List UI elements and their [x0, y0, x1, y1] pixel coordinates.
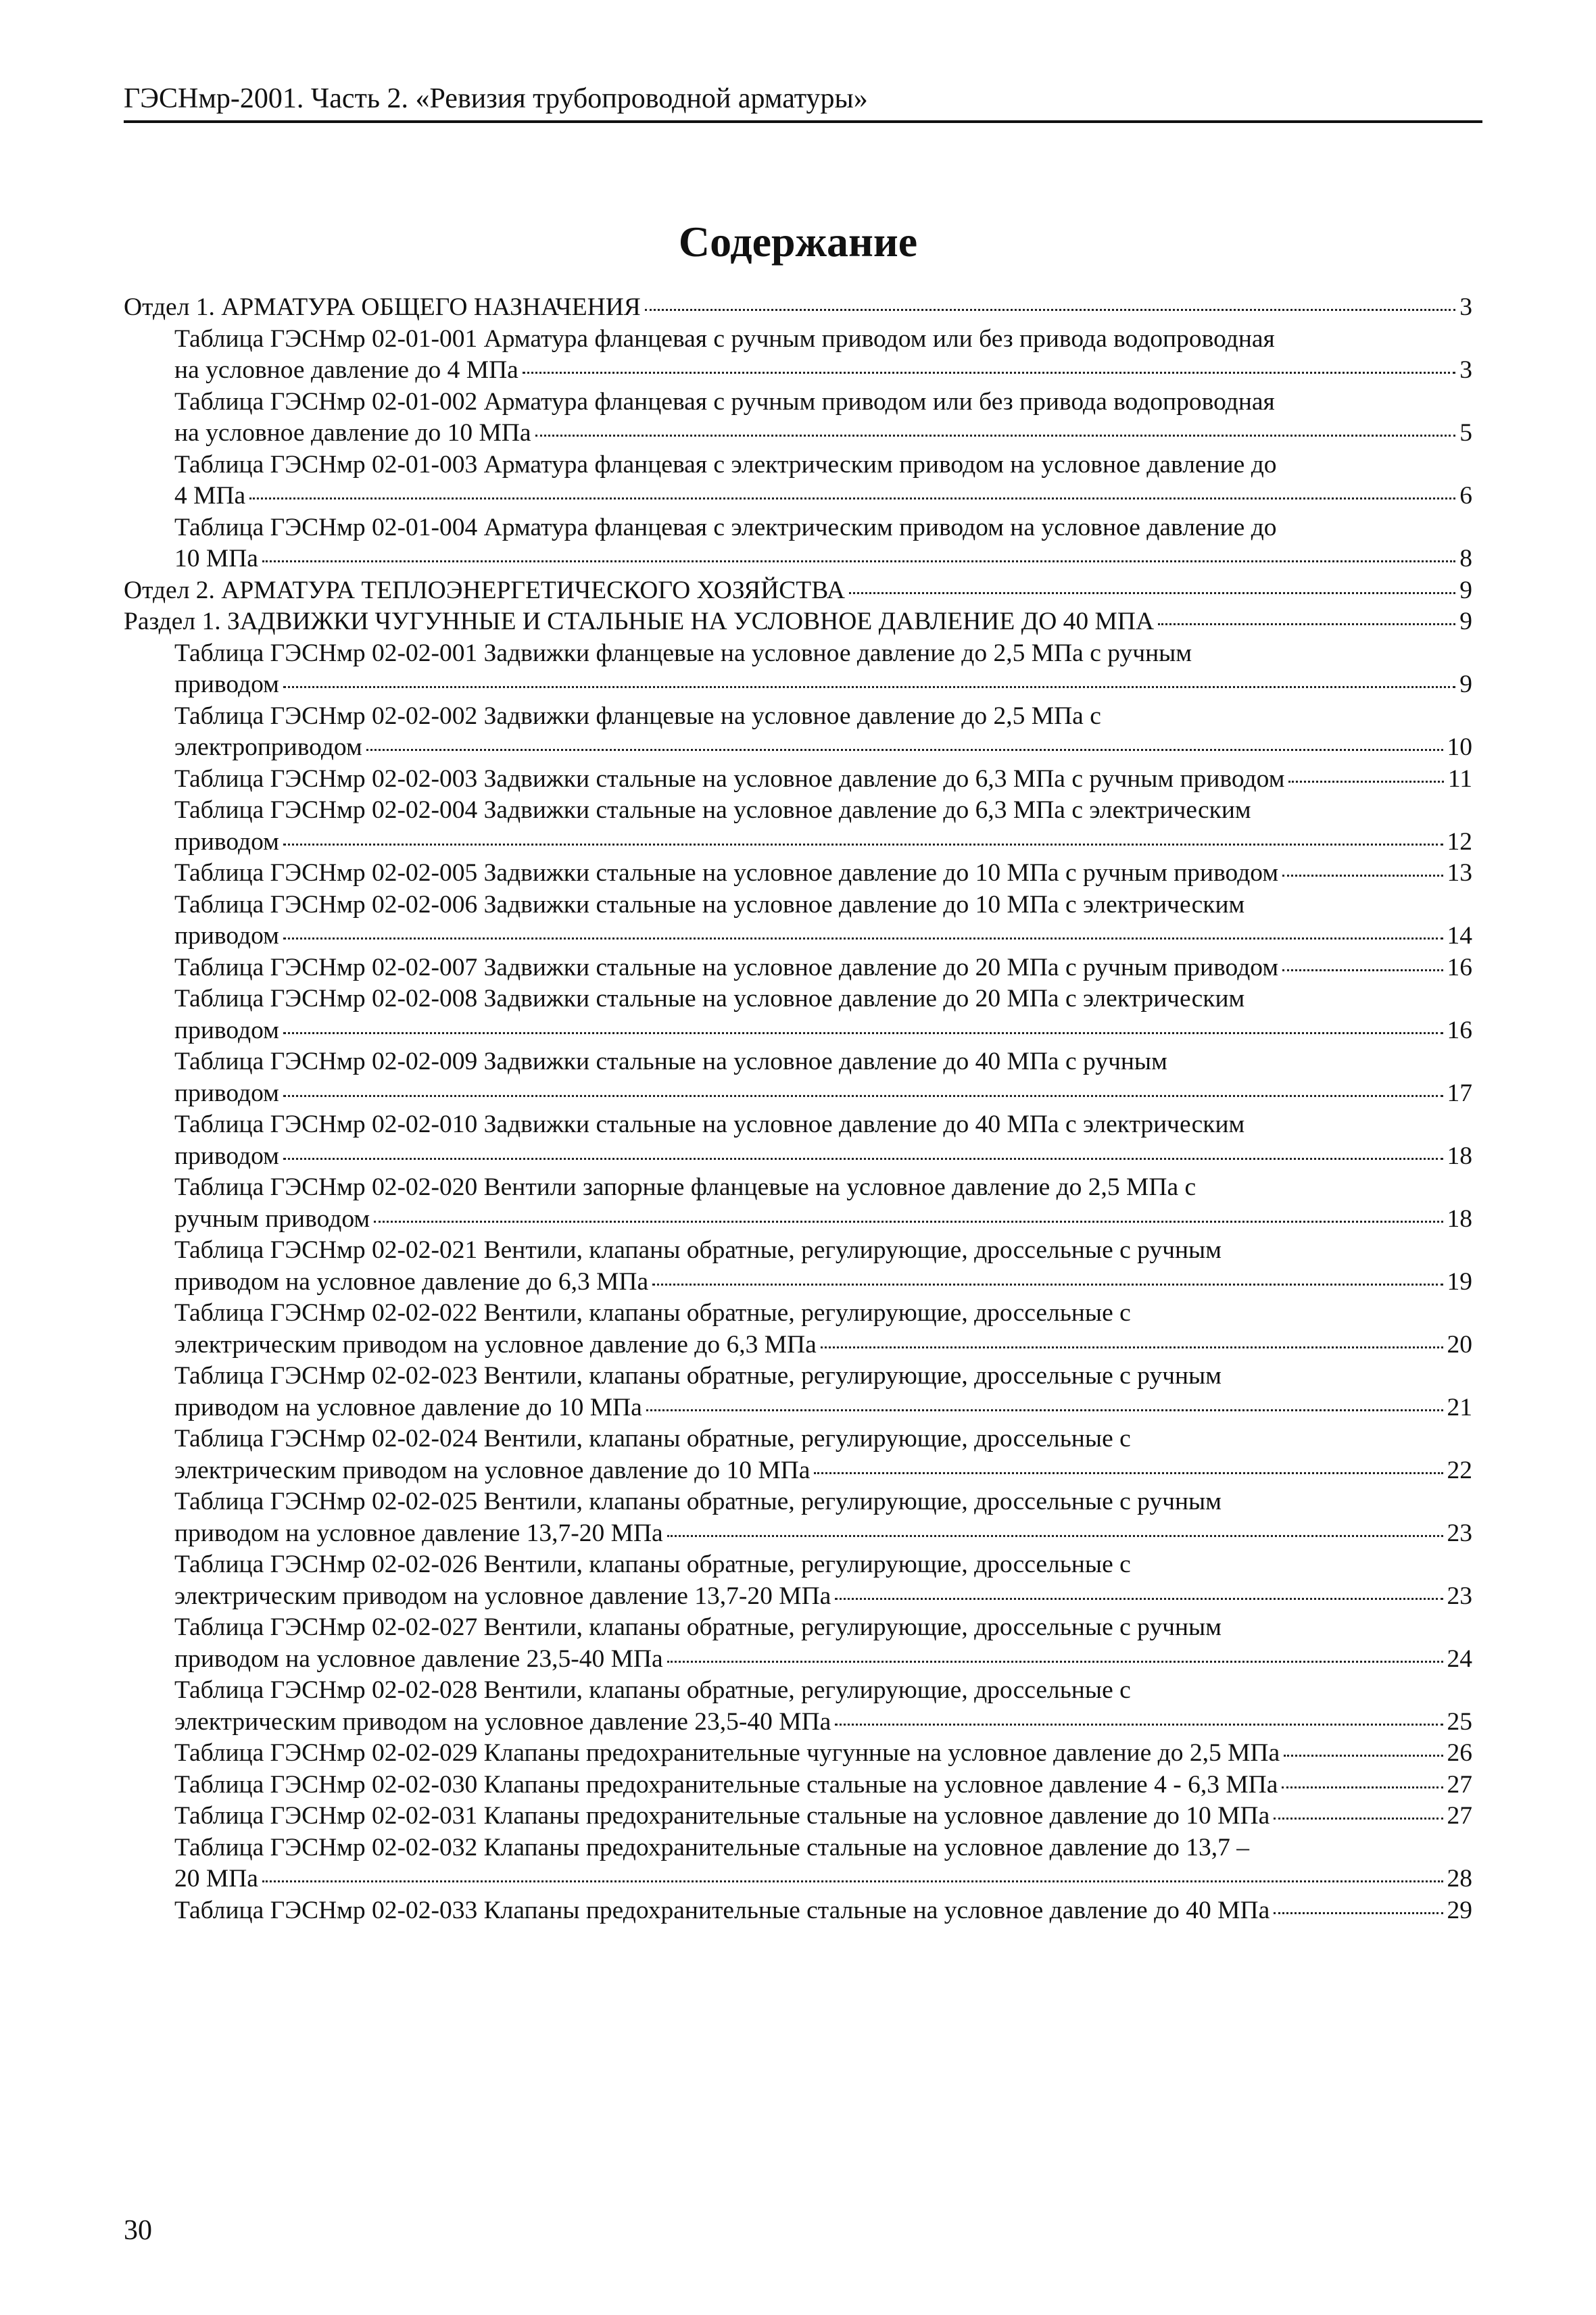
toc-entry-section[interactable] — [124, 575, 1472, 607]
toc-entry-line — [174, 732, 1472, 764]
dot-leader — [283, 686, 1455, 688]
toc-page-number: 3 — [1459, 293, 1472, 321]
toc-entry-table[interactable] — [124, 449, 1472, 512]
toc-entry-text: приводом — [174, 1142, 279, 1170]
dot-leader — [1274, 1818, 1443, 1820]
dot-leader — [283, 937, 1443, 940]
toc-entry-table[interactable] — [124, 1298, 1472, 1361]
toc-entry-table[interactable] — [124, 1046, 1472, 1109]
toc-entry-text: 4 МПа — [174, 482, 246, 510]
toc-entry-table[interactable] — [124, 952, 1472, 984]
toc-entry-line — [174, 418, 1472, 449]
dot-leader — [249, 497, 1455, 499]
toc-entry-line — [124, 575, 1472, 607]
toc-entry-text: Таблица ГЭСНмр 02-02-033 Клапаны предохранительные стальные на условное давление до 40 МПа — [174, 1896, 1270, 1924]
toc-entry-table[interactable] — [124, 1895, 1472, 1927]
toc-entry-table[interactable] — [124, 324, 1472, 387]
dot-leader — [814, 1472, 1443, 1474]
toc-entry-line — [174, 481, 1472, 512]
toc-entry-line — [174, 669, 1472, 701]
toc-entry-text: приводом на условное давление до 10 МПа — [174, 1393, 642, 1421]
toc-entry-table[interactable] — [124, 983, 1472, 1046]
dot-leader — [1274, 1912, 1443, 1914]
dot-leader — [262, 560, 1455, 562]
toc-entry-text: Таблица ГЭСНмр 02-02-027 Вентили, клапаны обратные, регулирующие, дроссельные с ручным — [174, 1613, 1222, 1641]
toc-entry-table[interactable] — [124, 1612, 1472, 1675]
dot-leader — [835, 1724, 1443, 1726]
toc-page-number: 12 — [1447, 827, 1472, 856]
toc-entry-text: Таблица ГЭСНмр 02-02-023 Вентили, клапаны обратные, регулирующие, дроссельные с ручным — [174, 1362, 1222, 1390]
toc-entry-text: Таблица ГЭСНмр 02-02-001 Задвижки фланцевые на условное давление до 2,5 МПа с ручным — [174, 639, 1192, 667]
toc-page-number: 21 — [1447, 1393, 1472, 1421]
toc-entry-text: Таблица ГЭСНмр 02-02-030 Клапаны предохранительные стальные на условное давление 4 - 6,3 МПа — [174, 1770, 1278, 1799]
toc-page-number: 18 — [1447, 1204, 1472, 1233]
toc-entry-text: Таблица ГЭСНмр 02-02-006 Задвижки стальные на условное давление до 10 МПа с электрическим — [174, 890, 1245, 919]
toc-entry-text: приводом на условное давление 13,7-20 МПа — [174, 1519, 663, 1547]
toc-entry-line — [124, 606, 1472, 638]
toc-entry-text: Таблица ГЭСНмр 02-01-004 Арматура фланцевая с электрическим приводом на условное давление до — [174, 513, 1277, 541]
toc-entry-table[interactable] — [124, 1675, 1472, 1738]
toc-entry-table[interactable] — [124, 1801, 1472, 1832]
toc-entry-text: Таблица ГЭСНмр 02-02-031 Клапаны предохранительные стальные на условное давление до 10 МПа — [174, 1802, 1270, 1830]
toc-entry-table[interactable] — [124, 1770, 1472, 1801]
toc-page-number: 27 — [1447, 1770, 1472, 1799]
toc-entry-table[interactable] — [124, 890, 1472, 952]
toc-page-number: 29 — [1447, 1896, 1472, 1924]
toc-entry-text: Таблица ГЭСНмр 02-01-003 Арматура фланцевая с электрическим приводом на условное давление до — [174, 450, 1277, 479]
toc-entry-line — [174, 1392, 1472, 1424]
dot-leader — [283, 844, 1443, 846]
toc-entry-line — [174, 858, 1472, 890]
toc-entry-text: Таблица ГЭСНмр 02-02-002 Задвижки фланцевые на условное давление до 2,5 МПа с — [174, 702, 1101, 730]
toc-page-number: 19 — [1447, 1267, 1472, 1296]
dot-leader — [1284, 1755, 1443, 1757]
toc-entry-table[interactable] — [124, 1109, 1472, 1172]
dot-leader — [283, 1095, 1443, 1097]
toc-entry-text: электрическим приводом на условное давление 23,5-40 МПа — [174, 1707, 831, 1736]
toc-page-number: 18 — [1447, 1142, 1472, 1170]
dot-leader — [645, 309, 1455, 311]
toc-page-number: 20 — [1447, 1330, 1472, 1359]
toc-entry-table[interactable] — [124, 795, 1472, 858]
toc-entry-text: Таблица ГЭСНмр 02-02-008 Задвижки стальные на условное давление до 20 МПа с электрическим — [174, 985, 1245, 1013]
toc-page-number: 24 — [1447, 1644, 1472, 1673]
toc-entry-text: приводом — [174, 827, 279, 856]
toc-entry-text: Таблица ГЭСНмр 02-02-026 Вентили, клапаны обратные, регулирующие, дроссельные с — [174, 1551, 1131, 1578]
toc-entry-line — [174, 921, 1472, 952]
toc-entry-text: Таблица ГЭСНмр 02-02-020 Вентили запорные фланцевые на условное давление до 2,5 МПа с — [174, 1173, 1196, 1201]
toc-entry-line — [174, 1895, 1472, 1927]
toc-entry-text: приводом на условное давление 23,5-40 МПа — [174, 1644, 663, 1673]
toc-entry-section[interactable] — [124, 606, 1472, 638]
toc-page-number: 16 — [1447, 1016, 1472, 1044]
dot-leader — [283, 1158, 1443, 1160]
toc-entry-table[interactable] — [124, 1486, 1472, 1549]
toc-entry-line — [174, 1330, 1472, 1361]
dot-leader — [667, 1535, 1443, 1537]
toc-entry-text: приводом — [174, 671, 279, 698]
toc-entry-text: Таблица ГЭСНмр 02-02-003 Задвижки стальные на условное давление до 6,3 МПа с ручным приводом — [174, 764, 1285, 793]
toc-entry-text: приводом — [174, 922, 279, 950]
toc-entry-table[interactable] — [124, 638, 1472, 701]
dot-leader — [821, 1346, 1443, 1348]
dot-leader — [1282, 1786, 1443, 1788]
toc-entry-line — [124, 292, 1472, 324]
toc-page-number: 28 — [1447, 1865, 1472, 1893]
toc-entry-text: приводом на условное давление до 6,3 МПа — [174, 1267, 649, 1296]
toc-entry-line — [174, 1267, 1472, 1298]
toc-entry-text: 10 МПа — [174, 545, 258, 572]
toc-entry-text: на условное давление до 4 МПа — [174, 356, 518, 384]
toc-entry-text: Таблица ГЭСНмр 02-02-024 Вентили, клапаны обратные, регулирующие, дроссельные с — [174, 1425, 1131, 1453]
toc-entry-table[interactable] — [124, 1549, 1472, 1612]
page-number: 30 — [124, 2215, 152, 2246]
dot-leader — [366, 749, 1443, 751]
toc-entry-text: Таблица ГЭСНмр 02-02-029 Клапаны предохранительные чугунные на условное давление до 2,5 МПа — [174, 1739, 1280, 1767]
toc-entry-line — [174, 1518, 1472, 1550]
toc-entry-text: приводом — [174, 1079, 279, 1107]
toc-entry-table[interactable] — [124, 1235, 1472, 1298]
toc-entry-text: Таблица ГЭСНмр 02-02-010 Задвижки стальные на условное давление до 40 МПа с электрическим — [174, 1111, 1245, 1138]
toc-page-number: 25 — [1447, 1707, 1472, 1736]
toc-page-number: 6 — [1459, 482, 1472, 510]
toc-entry-line — [174, 1015, 1472, 1047]
dot-leader — [835, 1598, 1443, 1600]
toc-entry-table[interactable] — [124, 1172, 1472, 1235]
toc-page-number: 11 — [1447, 764, 1472, 793]
toc-entry-table[interactable] — [124, 701, 1472, 764]
toc-entry-line — [174, 1078, 1472, 1110]
toc-entry-text: ручным приводом — [174, 1204, 370, 1233]
toc-entry-table[interactable] — [124, 1738, 1472, 1770]
toc-entry-text: Отдел 1. АРМАТУРА ОБЩЕГО НАЗНАЧЕНИЯ — [124, 293, 641, 321]
toc-entry-line — [174, 1738, 1472, 1770]
toc-entry-table[interactable] — [124, 512, 1472, 575]
dot-leader — [1282, 969, 1443, 971]
toc-page-number: 27 — [1447, 1802, 1472, 1830]
toc-entry-text: Отдел 2. АРМАТУРА ТЕПЛОЭНЕРГЕТИЧЕСКОГО ХОЗЯЙСТВА — [124, 576, 845, 604]
running-header: ГЭСНмр-2001. Часть 2. «Ревизия трубопроводной арматуры» — [124, 80, 1482, 123]
toc-page-number: 26 — [1447, 1739, 1472, 1767]
dot-leader — [1158, 623, 1455, 625]
toc-page-number: 10 — [1447, 733, 1472, 761]
toc-entry-text: электрическим приводом на условное давление до 6,3 МПа — [174, 1330, 817, 1359]
toc-page-number: 17 — [1447, 1079, 1472, 1107]
dot-leader — [262, 1880, 1443, 1882]
toc-page-number: 9 — [1459, 671, 1472, 698]
toc-entry-line — [174, 543, 1472, 575]
toc-entry-text: Таблица ГЭСНмр 02-02-032 Клапаны предохранительные стальные на условное давление до 13,7 – — [174, 1833, 1250, 1861]
dot-leader — [849, 592, 1455, 594]
dot-leader — [374, 1221, 1443, 1223]
dot-leader — [535, 435, 1456, 437]
toc-entry-line — [174, 1141, 1472, 1173]
toc-page-number: 9 — [1459, 576, 1472, 604]
toc-entry-section[interactable] — [124, 292, 1472, 324]
toc-entry-text: Таблица ГЭСНмр 02-02-022 Вентили, клапаны обратные, регулирующие, дроссельные с — [174, 1299, 1131, 1327]
toc-page-number: 5 — [1459, 419, 1472, 447]
toc-page-number: 16 — [1447, 953, 1472, 981]
dot-leader — [1282, 875, 1443, 877]
toc-page-number: 8 — [1459, 545, 1472, 572]
toc-entry-table[interactable] — [124, 764, 1472, 796]
toc-page-number: 13 — [1447, 859, 1472, 887]
toc-entry-line — [174, 1770, 1472, 1801]
toc-entry-text: электрическим приводом на условное давление до 10 МПа — [174, 1456, 811, 1484]
toc-entry-line — [174, 1455, 1472, 1487]
toc-entry-text: 20 МПа — [174, 1865, 258, 1893]
toc-entry-text: Таблица ГЭСНмр 02-02-005 Задвижки стальные на условное давление до 10 МПа с ручным приводом — [174, 859, 1279, 887]
dot-leader — [652, 1284, 1443, 1286]
toc-page-number: 23 — [1447, 1519, 1472, 1547]
toc-entry-line — [174, 1644, 1472, 1676]
toc-entry-line — [174, 952, 1472, 984]
toc-entry-table[interactable] — [124, 858, 1472, 890]
toc-entry-text: Таблица ГЭСНмр 02-01-002 Арматура фланцевая с ручным приводом или без привода водопроводная — [174, 387, 1275, 416]
toc-page-number: 3 — [1459, 356, 1472, 384]
toc-page-number: 9 — [1459, 608, 1472, 635]
toc-entry-text: Таблица ГЭСНмр 02-02-009 Задвижки стальные на условное давление до 40 МПа с ручным — [174, 1048, 1167, 1075]
toc-entry-text: Таблица ГЭСНмр 02-02-007 Задвижки стальные на условное давление до 20 МПа с ручным приводом — [174, 953, 1279, 981]
toc-entry-table[interactable] — [124, 1832, 1472, 1895]
dot-leader — [646, 1409, 1443, 1411]
toc-entry-line — [174, 1581, 1472, 1613]
toc-entry-text: на условное давление до 10 МПа — [174, 419, 531, 447]
dot-leader — [667, 1661, 1443, 1663]
toc-entry-line — [174, 1204, 1472, 1236]
toc-entry-text: Таблица ГЭСНмр 02-02-021 Вентили, клапаны обратные, регулирующие, дроссельные с ручным — [174, 1236, 1222, 1264]
dot-leader — [1288, 781, 1443, 783]
toc-entry-line — [174, 1707, 1472, 1738]
toc-entry-line — [174, 827, 1472, 858]
toc-entry-line — [174, 764, 1472, 796]
toc-entry-text: Таблица ГЭСНмр 02-02-004 Задвижки стальные на условное давление до 6,3 МПа с электрическим — [174, 796, 1251, 824]
toc-entry-text: приводом — [174, 1016, 279, 1044]
toc-entry-text: электроприводом — [174, 733, 362, 761]
toc-page-number: 14 — [1447, 922, 1472, 950]
toc-entry-line — [174, 355, 1472, 387]
toc-entry-text: Таблица ГЭСНмр 02-02-028 Вентили, клапаны обратные, регулирующие, дроссельные с — [174, 1676, 1131, 1704]
toc-entry-table[interactable] — [124, 387, 1472, 449]
dot-leader — [283, 1032, 1443, 1034]
toc-entry-table[interactable] — [124, 1423, 1472, 1486]
table-of-contents — [124, 292, 1472, 1926]
toc-entry-text: электрическим приводом на условное давление 13,7-20 МПа — [174, 1582, 831, 1610]
toc-entry-line — [174, 1801, 1472, 1832]
toc-entry-text: Таблица ГЭСНмр 02-01-001 Арматура фланцевая с ручным приводом или без привода водопроводная — [174, 324, 1275, 353]
page-title: Содержание — [678, 218, 918, 266]
toc-page-number: 22 — [1447, 1456, 1472, 1484]
toc-entry-line — [174, 1863, 1472, 1895]
toc-entry-table[interactable] — [124, 1361, 1472, 1423]
toc-entry-text: Таблица ГЭСНмр 02-02-025 Вентили, клапаны обратные, регулирующие, дроссельные с ручным — [174, 1488, 1222, 1515]
toc-page-number: 23 — [1447, 1582, 1472, 1610]
toc-entry-text: Раздел 1. ЗАДВИЖКИ ЧУГУННЫЕ И СТАЛЬНЫЕ НА УСЛОВНОЕ ДАВЛЕНИЕ ДО 40 МПА — [124, 608, 1155, 635]
dot-leader — [523, 372, 1455, 374]
